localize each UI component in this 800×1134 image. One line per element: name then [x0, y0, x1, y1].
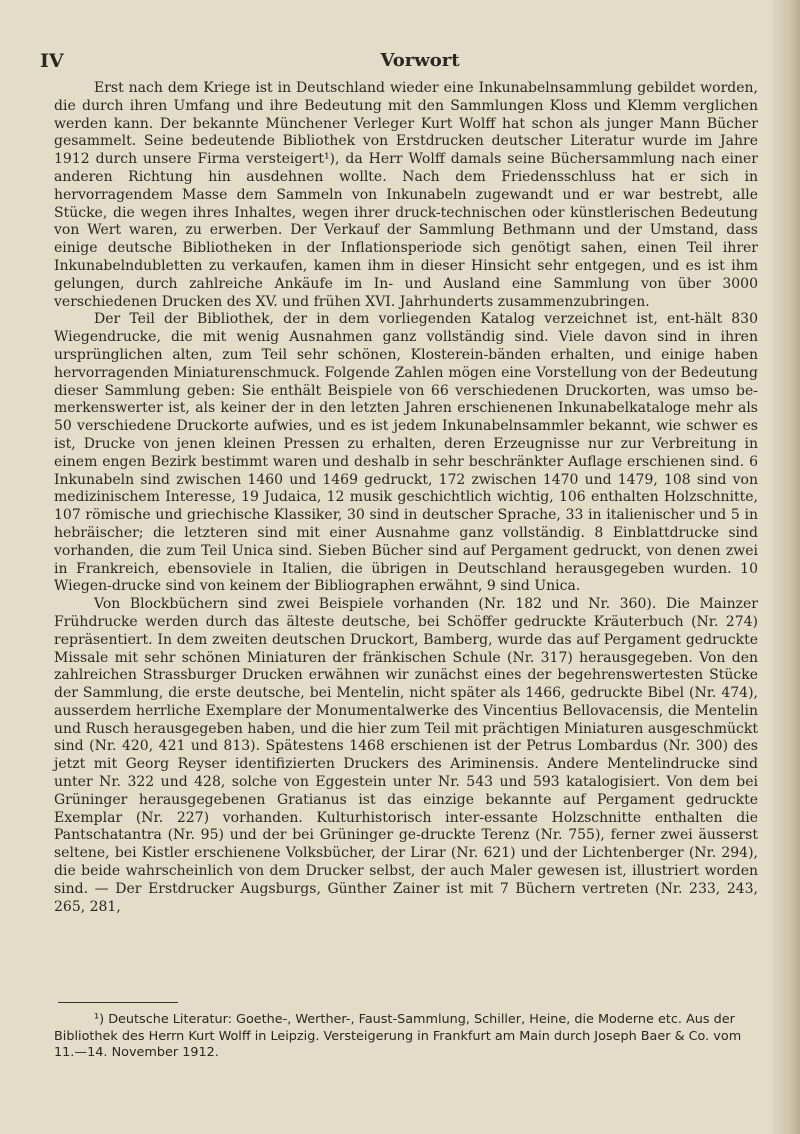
footnote — [54, 1012, 758, 1062]
footnote-text: ¹) Deutsche Literatur: Goethe-, Werther-, Faust-Sammlung, Schiller, Heine, die Moderne etc. Aus der Bibliothek des Herrn Kurt Wolff in Leipzig. Versteigerung in Frankfurt am Main durch Joseph Baer & Co. vom 11.—14. November 1912. — [54, 1012, 742, 1060]
footnote-rule — [58, 1002, 178, 1003]
paragraph-1: Erst nach dem Kriege ist in Deutschland wieder eine Inkunabelnsammlung gebildet worden, die durch ihren Umfang und ihre Bedeutung mit den Sammlungen Kloss und Klemm verglichen werden kann. Der bekannte Münchener Verleger Kurt Wolff hat schon als junger Mann Bücher gesammelt. Seine bedeutende Bibliothek von Erstdrucken deutscher Literatur wurde im Jahre 1912 durch unsere Firma versteigert¹), da Herr Wolff damals seine Büchersammlung nach einer anderen Richtung hin ausdehnen wollte. Nach dem Friedensschluss hat er sich in hervorragendem Masse dem Sammeln von Inkunabeln zugewandt und er war bestrebt, alle Stücke, die wegen ihres Inhaltes, wegen ihrer druck-technischen oder künstlerischen Bedeutung von Wert waren, zu erwerben. Der Verkauf der Sammlung Bethmann und der Umstand, dass einige deutsche Bibliotheken in der Inflationsperiode sich genötigt sahen, einen Teil ihrer Inkunabelndubletten zu verkaufen, kamen ihm in dieser Hinsicht sehr entgegen, und es ist ihm gelungen, durch zahlreiche Ankäufe im In- und Ausland eine Sammlung von über 3000 verschiedenen Drucken des XV. und frühen XVI. Jahrhunderts zusammenzubringen. — [54, 80, 758, 310]
main-text — [54, 80, 758, 916]
paragraph-3: Von Blockbüchern sind zwei Beispiele vorhanden (Nr. 182 und Nr. 360). Die Mainzer Frühdrucke werden durch das älteste deutsche, bei Schöffer gedruckte Kräuterbuch (Nr. 274) repräsentiert. In dem zweiten deutschen Druckort, Bamberg, wurde das auf Pergament gedruckte Missale mit sehr schönen Miniaturen der fränkischen Schule (Nr. 317) herausgegeben. Von den zahlreichen Strassburger Drucken erwähnen wir zunächst eines der begehrenswertesten Stücke der Sammlung, die erste deutsche, bei Mentelin, nicht später als 1466, gedruckte Bibel (Nr. 474), ausserdem herrliche Exemplare der Monumentalwerke des Vincentius Bellovacensis, die Mentelin und Rusch herausgegeben haben, und die hier zum Teil mit prächtigen Miniaturen ausgeschmückt sind (Nr. 420, 421 und 813). Spätestens 1468 erschienen ist der Petrus Lombardus (Nr. 300) des jetzt mit Georg Reyser identifizierten Druckers des Ariminensis. Andere Mentelindrucke sind unter Nr. 322 und 428, solche von Eggestein unter Nr. 543 und 593 katalogisiert. Von dem bei Grüninger herausgegebenen Gratianus ist das einzige bekannte auf Pergament gedruckte Exemplar (Nr. 227) vorhanden. Kulturhistorisch inter-essante Holzschnitte enthalten die Pantschatantra (Nr. 95) und der bei Grüninger ge-druckte Terenz (Nr. 755), ferner zwei äusserst seltene, bei Kistler erschienene Volksbücher, der Lirar (Nr. 621) und der Lichtenberger (Nr. 294), die beide wahrscheinlich von dem Drucker selbst, der auch Maler gewesen ist, illustriert worden sind. — Der Erstdrucker Augsburgs, Günther Zainer ist mit 7 Büchern vertreten (Nr. 233, 243, 265, 281, — [54, 596, 758, 915]
paragraph-2: Der Teil der Bibliothek, der in dem vorliegenden Katalog verzeichnet ist, ent-hält 830 Wiegendrucke, die mit wenig Ausnahmen ganz vollständig sind. Viele davon sind in ihren ursprünglichen alten, zum Teil sehr schönen, Klosterein-bänden erhalten, und einige haben hervorragenden Miniaturenschmuck. Folgende Zahlen mögen eine Vorstellung von der Bedeutung dieser Sammlung geben: Sie enthält Beispiele von 66 verschiedenen Druckorten, was umso be-merkenswerter ist, als keiner der in den letzten Jahren erschienenen Inkunabelkataloge mehr als 50 verschiedene Druckorte aufwies, und es ist jedem Inkunabelnsammler bekannt, wie schwer es ist, Drucke von jenen kleinen Pressen zu erhalten, deren Erzeugnisse nur zur Verbreitung in einem engen Bezirk bestimmt waren und deshalb in sehr beschränkter Auflage erschienen sind. 6 Inkunabeln sind zwischen 1460 und 1469 gedruckt, 172 zwischen 1470 und 1479, 108 sind von medizinischem Interesse, 19 Judaica, 12 musik geschichtlich wichtig, 106 enthalten Holzschnitte, 107 römische und griechische Klassiker, 30 sind in deutscher Sprache, 33 in italienischer und 5 in hebräischer; die letzteren sind mit einer Ausnahme ganz vollständig. 8 Einblattdrucke sind vorhanden, die zum Teil Unica sind. Sieben Bücher sind auf Pergament gedruckt, von denen zwei in Frankreich, ebensoviele in Italien, die übrigen in Deutschland herausgegeben wurden. 10 Wiegen-drucke sind von keinem der Bibliographen erwähnt, 9 sind Unica. — [54, 311, 758, 595]
page-header — [40, 50, 760, 74]
page-edge — [772, 0, 800, 1134]
running-head: Vorwort — [380, 50, 460, 71]
page-number: IV — [40, 50, 64, 72]
